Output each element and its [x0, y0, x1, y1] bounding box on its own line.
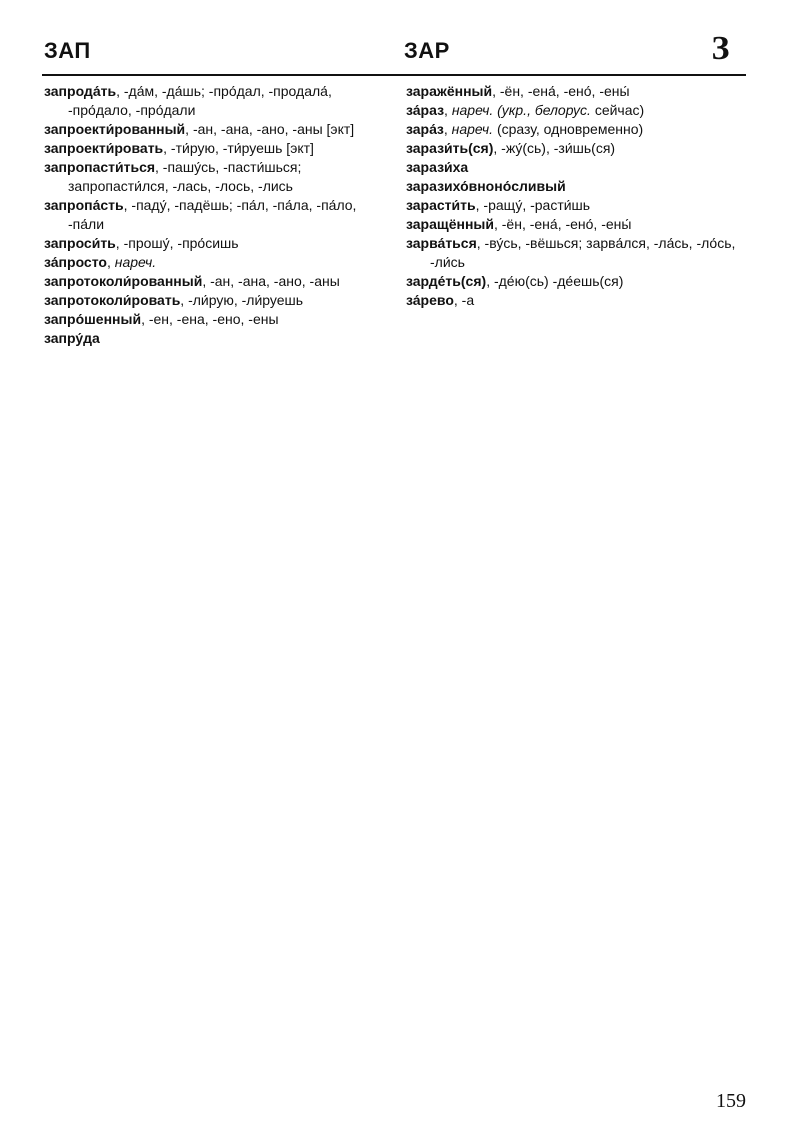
- entry-headword: запроекти́рованный: [44, 121, 186, 137]
- dictionary-entry: [406, 215, 746, 234]
- entry-forms: , -прошу́, -про́сишь: [115, 235, 239, 251]
- entry-forms: , -ли́рую, -ли́руешь: [180, 292, 304, 308]
- entry-forms: , -жу́(сь), -зи́шь(ся): [493, 140, 616, 156]
- dictionary-entry: [44, 120, 384, 139]
- dictionary-entry: [44, 158, 384, 196]
- dictionary-entry: [44, 253, 384, 272]
- header-section-letter: З: [711, 30, 730, 67]
- entry-headword: зарва́ться: [406, 235, 477, 251]
- entry-forms: ,: [443, 121, 452, 137]
- entry-headword: запротоколи́ровать: [44, 292, 181, 308]
- entry-forms: , -де́ю(сь) -де́ешь(ся): [486, 273, 624, 289]
- entry-forms: , -ву́сь, -вёшься; зарва́лся, -ла́сь, -ло́сь, -ли́сь: [430, 235, 736, 270]
- entry-headword: запро́шенный: [44, 311, 142, 327]
- entry-forms: ,: [106, 254, 115, 270]
- entry-forms: ,: [444, 102, 452, 118]
- dictionary-entry: [406, 291, 746, 310]
- dictionary-entry: [44, 310, 384, 329]
- dictionary-entry: [406, 177, 746, 196]
- entry-forms: , -да́м, -да́шь; -про́дал, -продала́, -про́дало, -про́дали: [68, 83, 332, 118]
- entry-headword: запротоколи́рованный: [44, 273, 203, 289]
- entry-headword: запропасти́ться: [44, 159, 156, 175]
- header-center-guideword: ЗАР: [404, 38, 450, 63]
- entry-headword: запру́да: [44, 330, 100, 346]
- header-rule: [42, 74, 746, 76]
- entry-forms: , -ён, -ена́, -ено́, -ены́: [492, 83, 630, 99]
- entry-forms: , -ён, -ена́, -ено́, -ены́: [493, 216, 632, 232]
- entry-headword: зарази́ть(ся): [406, 140, 494, 156]
- dictionary-entry: [44, 196, 384, 234]
- entry-headword: запропа́сть: [44, 197, 124, 213]
- page-number: 159: [716, 1090, 746, 1112]
- entry-label: нареч.: [114, 254, 157, 270]
- entry-label: нареч. (укр., белорус.: [451, 102, 591, 118]
- dictionary-entry: [406, 234, 746, 272]
- entry-headword: запроекти́ровать: [44, 140, 164, 156]
- entry-forms: , -ти́рую, -ти́руешь [экт]: [163, 140, 314, 156]
- entry-forms: , -ан, -ана, -ано, -аны: [202, 273, 340, 289]
- entry-forms: , -ан, -ана, -ано, -аны [экт]: [185, 121, 355, 137]
- dictionary-entry: [406, 272, 746, 291]
- dictionary-entry: [406, 101, 746, 120]
- entry-headword: запроси́ть: [44, 235, 116, 251]
- entry-headword: зарази́ха: [406, 159, 469, 175]
- entry-headword: зара́з: [406, 121, 444, 137]
- dictionary-entry: [44, 272, 384, 291]
- right-column: [406, 82, 746, 310]
- dictionary-entry: [406, 139, 746, 158]
- dictionary-entry: [406, 196, 746, 215]
- dictionary-entry: [406, 120, 746, 139]
- entry-forms: , -паду́, -падёшь; -па́л, -па́ла, -па́ло, -па́ли: [68, 197, 357, 232]
- entry-forms: , -а: [453, 292, 475, 308]
- entry-headword: зарде́ть(ся): [406, 273, 487, 289]
- dictionary-entry: [406, 82, 746, 101]
- dictionary-entry: [406, 158, 746, 177]
- entry-gloss: (сразу, одновременно): [493, 121, 644, 137]
- entry-gloss: сейчас): [590, 102, 645, 118]
- entry-forms: , -ен, -ена, -ено, -ены: [141, 311, 279, 327]
- entry-headword: за́просто: [44, 254, 107, 270]
- entry-forms: , -ращу́, -расти́шь: [475, 197, 591, 213]
- dictionary-entry: [44, 329, 384, 348]
- entry-headword: за́раз: [406, 102, 445, 118]
- entry-headword: за́рево: [406, 292, 454, 308]
- entry-forms: , -пашу́сь, -пасти́шься; запропасти́лся, -лась, -лось, -лись: [68, 159, 302, 194]
- dictionary-entry: [44, 82, 384, 120]
- dictionary-entry: [44, 139, 384, 158]
- entry-headword: заращённый: [406, 216, 494, 232]
- entry-headword: зарасти́ть: [406, 197, 476, 213]
- entry-headword: заразихо́вноно́сливый: [406, 178, 566, 194]
- entry-headword: запрода́ть: [44, 83, 117, 99]
- dictionary-entry: [44, 291, 384, 310]
- entry-headword: заражённый: [406, 83, 493, 99]
- header-left-guideword: ЗАП: [44, 38, 91, 63]
- entry-label: нареч.: [451, 121, 494, 137]
- dictionary-entry: [44, 234, 384, 253]
- left-column: [44, 82, 384, 348]
